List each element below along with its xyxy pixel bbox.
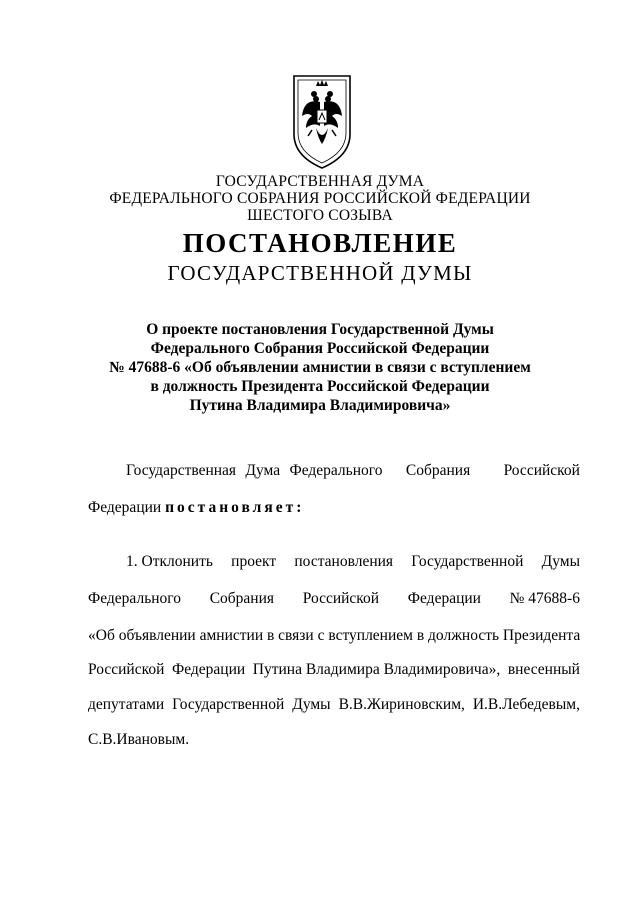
subject-line-4: в должность Президента Российской Федерации: [150, 378, 490, 395]
preamble-line-2: [88, 499, 580, 517]
item1-line-4: [88, 661, 580, 679]
item1-word: Путина Владимира Владимировича»,: [252, 661, 501, 678]
header-line-duma: ГОСУДАРСТВЕННАЯ ДУМА: [215, 173, 425, 190]
item1-word: Российской: [88, 661, 165, 678]
item1-word: 1. Отклонить: [126, 553, 213, 570]
subject-line-5: Путина Владимира Владимировича»: [189, 397, 451, 414]
subject-line-1: О проекте постановления Государственной Думы: [146, 321, 494, 338]
item1-word: постановления: [294, 553, 394, 570]
preamble-word: Федерального: [289, 462, 383, 479]
item1-line-1: [126, 553, 580, 571]
item1-word: внесенный: [507, 661, 580, 678]
preamble-word: Дума: [245, 462, 281, 479]
item1-word: Государственной: [172, 696, 285, 713]
preamble-word: Государственная: [126, 462, 237, 479]
subject-line-2: Федерального Собрания Российской Федерации: [150, 340, 490, 357]
preamble-line-1: [126, 462, 580, 480]
item1-line-6: С.В.Ивановым.: [88, 731, 190, 748]
item1-line-2: [88, 590, 580, 608]
item1-word: Федерации: [407, 590, 481, 607]
document-title: ПОСТАНОВЛЕНИЕ: [182, 228, 458, 258]
document-subtitle: ГОСУДАРСТВЕННОЙ ДУМЫ: [167, 261, 473, 285]
item1-word: Думы: [292, 696, 331, 713]
item1-word: депутатами: [88, 696, 165, 713]
header-line-federal-assembly: ФЕДЕРАЛЬНОГО СОБРАНИЯ РОССИЙСКОЙ ФЕДЕРАЦИИ: [109, 190, 531, 207]
russian-coat-of-arms-emblem: [290, 72, 354, 172]
item1-line-3: «Об объявлении амнистии в связи с вступлением в должность Президента: [88, 627, 581, 644]
item1-line-5: [88, 696, 580, 714]
item1-word: И.В.Лебедевым,: [472, 696, 580, 713]
item1-word: № 47688-6: [509, 590, 580, 607]
resolves-spaced-word: постановляет:: [165, 499, 305, 516]
item1-word: Федерации: [171, 661, 246, 678]
header-line-convocation: ШЕСТОГО СОЗЫВА: [247, 207, 393, 224]
item1-word: В.В.Жириновским,: [338, 696, 465, 713]
item1-word: проект: [231, 553, 277, 570]
item1-word: Собрания: [209, 590, 275, 607]
preamble-word: Федерации: [88, 499, 162, 516]
preamble-word: Российской: [503, 462, 580, 479]
subject-line-3: № 47688-6 «Об объявлении амнистии в связи с вступлением: [109, 359, 531, 376]
item1-word: Российской: [302, 590, 380, 607]
item1-word: Федерального: [88, 590, 182, 607]
item1-word: Думы: [541, 553, 580, 570]
preamble-word: Собрания: [405, 462, 471, 479]
item1-word: Государственной: [411, 553, 524, 570]
